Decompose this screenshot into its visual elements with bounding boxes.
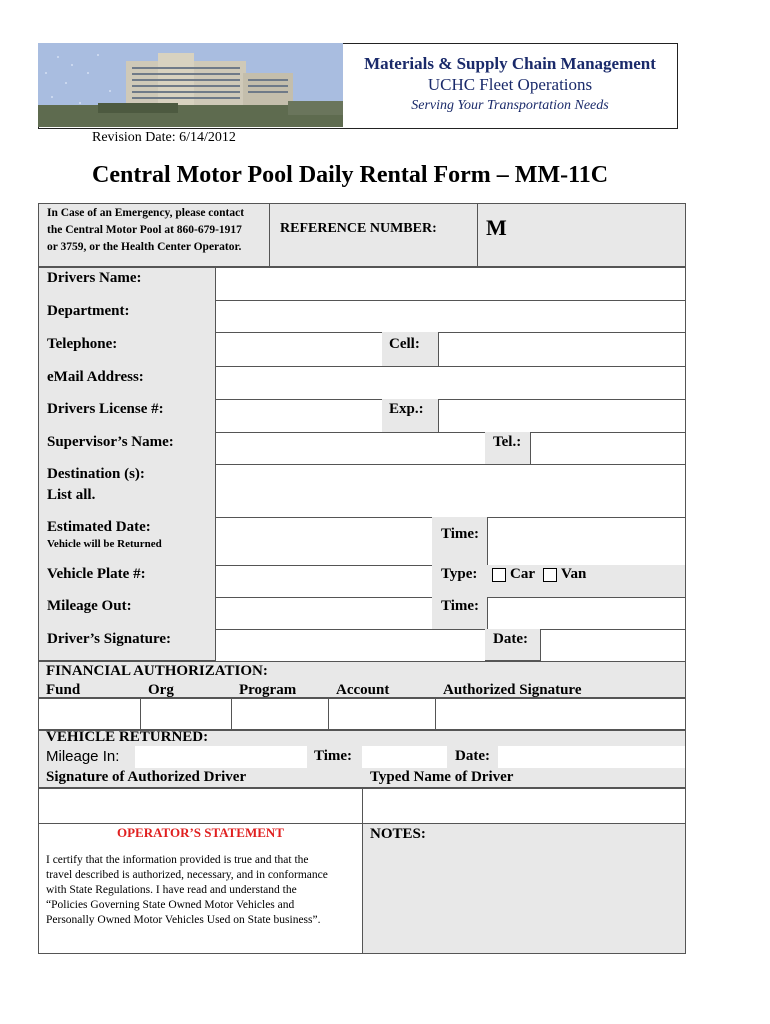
emergency-notice	[47, 205, 244, 256]
statement-line: Personally Owned Motor Vehicles Used on State business”.	[46, 914, 321, 926]
estimated-date-note: Vehicle will be Returned	[47, 538, 162, 550]
estimated-date-label: Estimated Date:	[47, 519, 151, 535]
telephone-input[interactable]	[215, 332, 382, 366]
returned-date-input[interactable]	[498, 746, 685, 768]
email-label: eMail Address:	[47, 369, 144, 385]
department-input[interactable]	[215, 300, 685, 332]
typed-name-input[interactable]	[362, 788, 686, 824]
header-text	[344, 43, 676, 127]
vehicle-returned-heading: VEHICLE RETURNED:	[46, 729, 209, 745]
org-subtitle: UCHC Fleet Operations	[427, 75, 593, 94]
notes-label: NOTES:	[370, 826, 426, 842]
emergency-line-3: or 3759, or the Health Center Operator.	[47, 241, 242, 253]
mileage-out-input[interactable]	[215, 597, 432, 629]
drivers-name-label: Drivers Name:	[47, 270, 142, 286]
authorized-signature-header: Authorized Signature	[443, 682, 582, 698]
exp-label: Exp.:	[389, 401, 424, 417]
financial-heading: FINANCIAL AUTHORIZATION:	[46, 663, 268, 679]
est-time-input[interactable]	[487, 517, 685, 565]
supervisor-label: Supervisor’s Name:	[47, 434, 174, 450]
mileage-out-label: Mileage Out:	[47, 598, 132, 614]
vehicle-plate-input[interactable]	[215, 565, 432, 597]
signature-authorized-driver-label: Signature of Authorized Driver	[46, 769, 247, 785]
program-header: Program	[239, 682, 297, 698]
hospital-building-photo	[38, 43, 343, 127]
destination-note: List all.	[47, 487, 96, 503]
est-time-label: Time:	[441, 526, 480, 542]
account-input[interactable]	[328, 698, 436, 730]
typed-name-label: Typed Name of Driver	[370, 769, 514, 785]
estimated-date-input[interactable]	[215, 517, 432, 565]
car-checkbox[interactable]	[492, 568, 506, 582]
cell-input[interactable]	[438, 332, 685, 366]
fund-header: Fund	[46, 682, 81, 698]
statement-line: I certify that the information provided is true and that the	[46, 854, 309, 866]
vehicle-plate-label: Vehicle Plate #:	[47, 566, 146, 582]
license-label: Drivers License #:	[47, 401, 164, 417]
statement-line: “Policies Governing State Owned Motor Vehicles and	[46, 899, 295, 911]
reference-number-label: REFERENCE NUMBER:	[280, 221, 437, 236]
type-label: Type:	[441, 566, 478, 582]
mileage-in-label: Mileage In:	[46, 748, 120, 765]
org-input[interactable]	[140, 698, 232, 730]
operator-statement-text	[46, 853, 328, 928]
telephone-label: Telephone:	[47, 336, 118, 352]
supervisor-input[interactable]	[215, 432, 485, 464]
drivers-signature-input[interactable]	[215, 629, 485, 661]
emergency-line-1: In Case of an Emergency, please contact	[47, 207, 245, 219]
department-label: Department:	[47, 303, 130, 319]
account-header: Account	[336, 682, 390, 698]
tagline: Serving Your Transportation Needs	[411, 98, 609, 113]
mileage-in-input[interactable]	[135, 746, 307, 768]
form-title: Central Motor Pool Daily Rental Form – MM-11C	[92, 162, 609, 188]
divider	[269, 203, 270, 267]
operator-statement-heading	[38, 825, 363, 841]
tel-input[interactable]	[530, 432, 685, 464]
van-label: Van	[561, 566, 587, 582]
returned-time-label: Time:	[314, 748, 353, 764]
email-input[interactable]	[215, 366, 685, 399]
revision-date: Revision Date: 6/14/2012	[92, 130, 236, 145]
program-input[interactable]	[231, 698, 329, 730]
authorized-signature-input[interactable]	[435, 698, 686, 730]
out-time-label: Time:	[441, 598, 480, 614]
reference-number-field[interactable]: M	[486, 215, 507, 240]
license-input[interactable]	[215, 399, 382, 432]
exp-input[interactable]	[438, 399, 685, 432]
operator-statement-title: OPERATOR’S STATEMENT	[117, 825, 284, 840]
authorized-driver-signature-input[interactable]	[38, 788, 363, 824]
divider	[477, 203, 478, 267]
car-label: Car	[510, 566, 535, 582]
emergency-line-2: the Central Motor Pool at 860-679-1917	[47, 224, 242, 236]
cell-label: Cell:	[389, 336, 420, 352]
statement-line: travel described is authorized, necessary, and in conformance	[46, 869, 328, 881]
sig-date-input[interactable]	[540, 629, 685, 661]
org-header: Org	[148, 682, 174, 698]
tel-label: Tel.:	[493, 434, 522, 450]
destination-input[interactable]	[215, 464, 685, 517]
destination-label: Destination (s):	[47, 466, 145, 482]
van-checkbox[interactable]	[543, 568, 557, 582]
org-title: Materials & Supply Chain Management	[364, 54, 656, 73]
sig-date-label: Date:	[493, 631, 528, 647]
statement-line: with State Regulations. I have read and understand the	[46, 884, 297, 896]
returned-time-input[interactable]	[362, 746, 447, 768]
returned-date-label: Date:	[455, 748, 490, 764]
drivers-name-input[interactable]	[215, 268, 685, 300]
fund-input[interactable]	[38, 698, 141, 730]
drivers-signature-label: Driver’s Signature:	[47, 631, 171, 647]
out-time-input[interactable]	[487, 597, 685, 629]
